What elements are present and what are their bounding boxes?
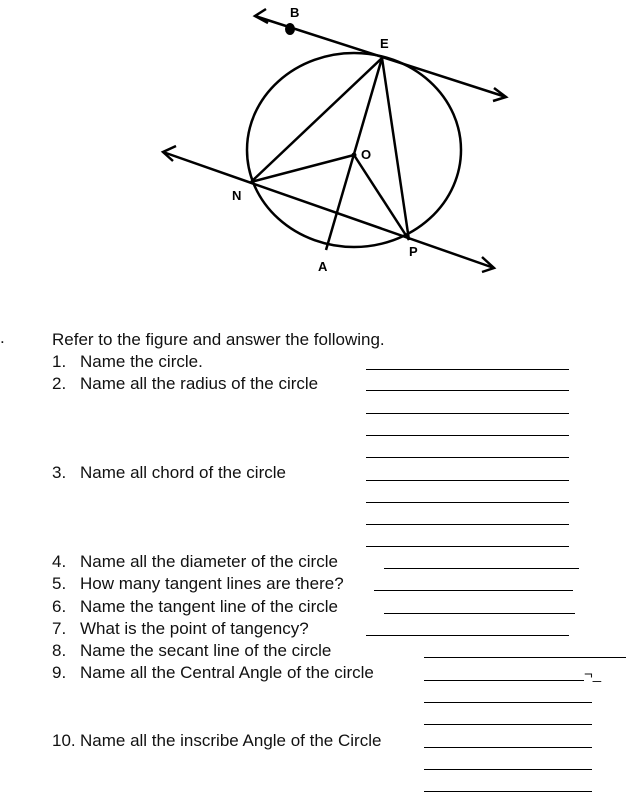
question-text: Name the secant line of the circle [80, 641, 332, 660]
question-number: 10. [52, 731, 76, 750]
question-text: Name all the inscribe Angle of the Circle [80, 731, 382, 750]
label-a: A [318, 259, 328, 274]
answer-blank[interactable] [384, 613, 575, 614]
question-text: What is the point of tangency? [80, 619, 309, 638]
answer-blank[interactable] [366, 369, 569, 370]
question-number: 4. [52, 552, 67, 571]
answer-blank[interactable] [366, 635, 569, 636]
answer-blank[interactable] [424, 724, 592, 725]
answer-blank[interactable] [424, 769, 592, 770]
question-number: 2. [52, 374, 67, 393]
question-number: 3. [52, 463, 67, 482]
question-text: Name the tangent line of the circle [80, 597, 338, 616]
question-text: Name all chord of the circle [80, 463, 286, 482]
segment-en [251, 58, 382, 182]
label-n: N [232, 188, 242, 203]
question-number: 7. [52, 619, 67, 638]
answer-blank[interactable] [366, 546, 569, 547]
label-e: E [380, 36, 389, 51]
label-p: P [409, 244, 418, 259]
segment-ep [382, 58, 409, 240]
question-text: How many tangent lines are there? [80, 574, 344, 593]
instruction: Refer to the figure and answer the following. [52, 330, 385, 349]
answer-blank[interactable] [374, 590, 573, 591]
stray-mark: ¬_ [584, 666, 602, 683]
question-number: 6. [52, 597, 67, 616]
label-o: O [361, 147, 372, 162]
question-number: 9. [52, 663, 67, 682]
answer-blank[interactable] [366, 390, 569, 391]
question-text: Name all the radius of the circle [80, 374, 319, 393]
answer-blank[interactable] [366, 524, 569, 525]
label-b: B [290, 5, 300, 20]
answer-blank[interactable] [424, 657, 626, 658]
secant-line-np [163, 152, 494, 268]
answer-blank[interactable] [424, 702, 592, 703]
answer-blank[interactable] [366, 413, 569, 414]
arrowhead-left-top [255, 9, 268, 23]
point-b [285, 23, 295, 35]
question-text: Name all the diameter of the circle [80, 552, 338, 571]
answer-blank[interactable] [366, 502, 569, 503]
answer-blank[interactable] [384, 568, 579, 569]
question-number: 1. [52, 352, 67, 371]
point-o [352, 153, 357, 158]
question-number: 5. [52, 574, 67, 593]
question-text: Name all the Central Angle of the circle [80, 663, 374, 682]
answer-blank[interactable] [366, 480, 569, 481]
answer-blank[interactable] [424, 791, 592, 792]
bullet-mark: . [0, 328, 5, 347]
circle-diagram [0, 0, 631, 300]
answer-blank[interactable] [366, 435, 569, 436]
question-number: 8. [52, 641, 67, 660]
answer-blank[interactable] [424, 680, 584, 681]
answer-blank[interactable] [366, 457, 569, 458]
geometry-figure [0, 0, 631, 300]
answer-blank[interactable] [424, 747, 592, 748]
question-text: Name the circle. [80, 352, 203, 371]
